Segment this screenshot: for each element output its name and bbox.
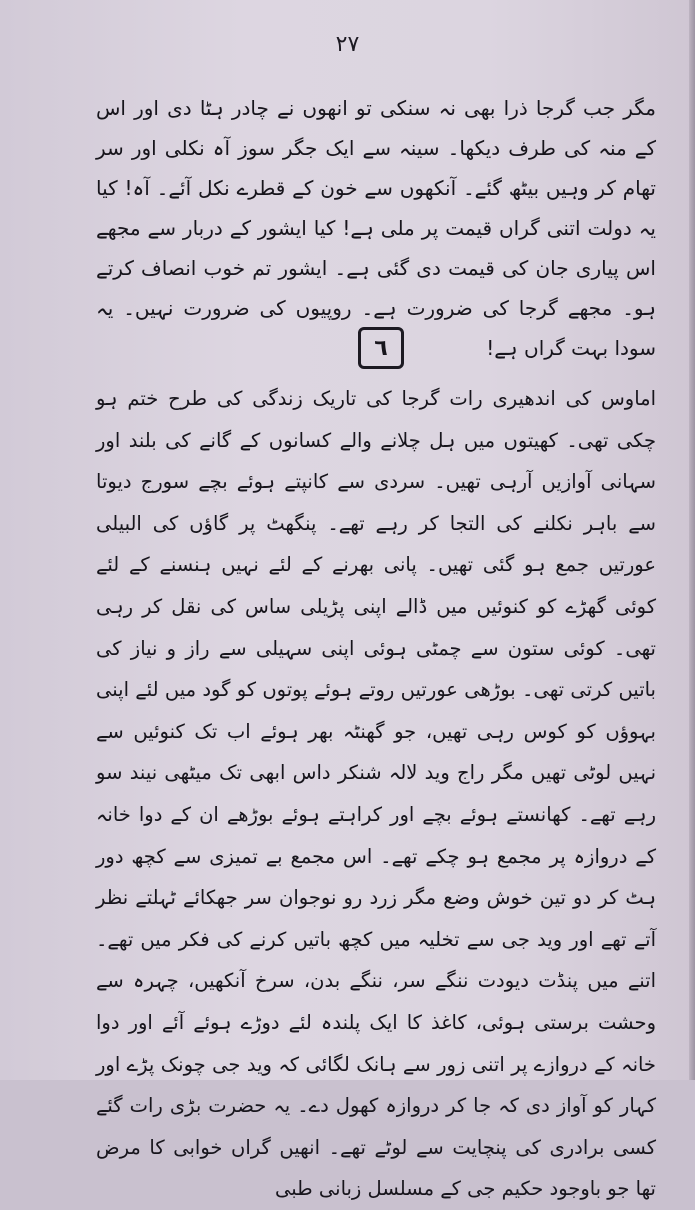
page-edge-shadow <box>689 0 695 1080</box>
section-1-text: مگر جب گرجا ذرا بھی نہ سنکی تو انھوں نے چادر ہٹا دی اور اس کے منہ کی طرف دیکھا۔ سینہ سے ایک جگر سوز آہ نکلی اور سر تھام کر وہیں بیٹھ گئے۔ آنکھوں سے خون کے قطرے نکل آئے۔ آہ! کیا یہ دولت اتنی گراں قیمت پر ملی ہے! کیا ایشور کے دربار سے مجھے اس پیاری جان کی قیمت دی گئی ہے۔ ایشور تم خوب انصاف کرتے ہو۔ مجھے گرجا کی ضرورت ہے۔ روپیوں کی ضرورت نہیں۔ یہ سودا بہت گراں ہے! <box>96 96 656 360</box>
section-2-text: اماوس کی اندھیری رات گرجا کی تاریک زندگی کی طرح ختم ہو چکی تھی۔ کھیتوں میں ہل چلانے والے کسانوں کے گانے کی بلند اور سہانی آوازیں آرہی تھیں۔ سردی سے کانپتے ہوئے بچے سورج دیوتا سے باہر نکلنے کی التجا کر رہے تھے۔ پنگھٹ پر گاؤں کی البیلی عورتیں جمع ہو گئی تھیں۔ پانی بھرنے کے لئے نہیں ہنسنے کے لئے کوئی گھڑے کو کنوئیں میں ڈالے اپنی پڑیلی ساس کی نقل کر رہی تھی۔ کوئی ستون سے چمٹی ہوئی اپنی سہیلی سے راز و نیاز کی باتیں کرتی تھی۔ بوڑھی عورتیں روتے ہوئے پوتوں کو گود میں لئے اپنی بہوؤں کو کوس رہی تھیں، جو گھنٹہ بھر ہوئے اب تک کنوئیں سے نہیں لوٹی تھیں مگر راج وید لالہ شنکر داس ابھی تک میٹھی نیند سو رہے تھے۔ کھانستے ہوئے بچے اور کراہتے ہوئے بوڑھے ان کے دوا خانہ کے دروازہ پر مجمع ہو چکے تھے۔ اس مجمع بے تمیزی سے کچھ دور ہٹ کر دو تین خوش وضع مگر زرد رو نوجوان سر جھکائے ٹہلتے نظر آتے تھے اور وید جی سے تخلیہ میں کچھ باتیں کرنے کی فکر میں تھے۔ اتنے میں پنڈت دیودت ننگے سر، ننگے بدن، سرخ آنکھیں، چہرہ سے وحشت برستی ہوئی، کاغذ کا ایک پلندہ لئے دوڑے ہوئے آئے اور دوا خانہ کے دروازے پر اتنی زور سے ہانک لگائی کہ وید جی چونک پڑے اور کہار کو آواز دی کہ جا کر دروازہ کھول دے۔ یہ حضرت بڑی رات گئے کسی برادری کی پنچایت سے لوٹے تھے۔ انھیں گراں خوابی کا مرض تھا جو باوجود حکیم جی کے مسلسل زبانی طبی <box>96 387 656 1201</box>
paragraph-section-2 <box>96 378 656 1210</box>
chapter-number-box: ٦ <box>358 327 404 369</box>
paragraph-section-1 <box>96 88 656 368</box>
page-number: ۲۷ <box>335 32 360 57</box>
